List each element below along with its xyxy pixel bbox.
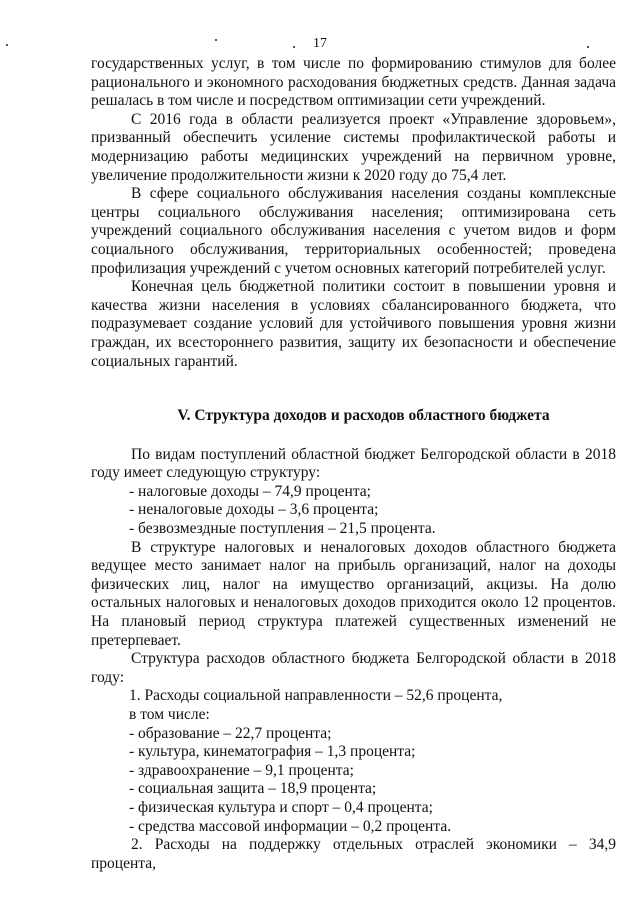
section-heading: V. Структура доходов и расходов областного бюджета bbox=[177, 407, 550, 425]
paragraph: Структура расходов областного бюджета Белгородской области в 2018 году: bbox=[91, 650, 616, 686]
page-number: 17 bbox=[313, 36, 327, 51]
list-item: - налоговые доходы – 74,9 процента; bbox=[129, 482, 371, 500]
list-item: - неналоговые доходы – 3,6 процента; bbox=[129, 501, 379, 519]
list-item: - образование – 22,7 процента; bbox=[129, 724, 332, 742]
paragraph: По видам поступлений областной бюджет Белгородской области в 2018 году имеет следующую структуру: bbox=[91, 445, 616, 482]
scan-speck bbox=[587, 46, 589, 48]
list-item: - здравоохранение – 9,1 процента; bbox=[129, 761, 354, 779]
scan-speck bbox=[6, 44, 8, 46]
paragraph: В сфере социального обслуживания населения созданы комплексные центры социального обслуживания населения; оптимизирована сеть учреждений социального обслуживания населения с учетом видов и форм социального обслуживания, территориальных особенностей; проведена профилизация учреждений с учетом основных категорий потребителей услуг. bbox=[91, 185, 616, 277]
paragraph: Конечная цель бюджетной политики состоит в повышении уровня и качества жизни населения в условиях сбалансированного бюджета, что подразумевает создание условий для устойчивого повышения уровня жизни граждан, их всестороннего развития, защиту их безопасности и обеспечение социальных гарантий. bbox=[91, 278, 616, 370]
paragraph: государственных услуг, в том числе по формированию стимулов для более рационального и экономного расходования бюджетных средств. Данная задача решалась в том числе и посредством оптимизации сети учреждений. bbox=[91, 55, 616, 110]
list-item: - социальная защита – 18,9 процента; bbox=[129, 780, 377, 798]
paragraph: С 2016 года в области реализуется проект «Управление здоровьем», призванный обеспечить усиление системы профилактической работы и модернизацию работы медицинских учреждений на первичном уровне, увеличение продолжительности жизни к 2020 году до 75,4 лет. bbox=[91, 110, 616, 184]
list-item: - средства массовой информации – 0,2 процента. bbox=[129, 817, 452, 835]
scan-speck bbox=[293, 46, 295, 48]
list-item: - безвозмездные поступления – 21,5 процента. bbox=[129, 520, 436, 538]
paragraph: 2. Расходы на поддержку отдельных отраслей экономики – 34,9 процента, bbox=[91, 836, 616, 872]
document-body bbox=[91, 55, 616, 873]
list-item: в том числе: bbox=[129, 706, 210, 723]
list-item: - физическая культура и спорт – 0,4 процента; bbox=[129, 798, 433, 816]
scan-speck bbox=[215, 39, 217, 41]
list-item: - культура, кинематография – 1,3 процента; bbox=[129, 743, 416, 761]
list-item: 1. Расходы социальной направленности – 52,6 процента, bbox=[129, 687, 503, 705]
paragraph: В структуре налоговых и неналоговых доходов областного бюджета ведущее место занимает налог на прибыль организаций, налог на доходы физических лиц, налог на имущество организаций, акцизы. На долю остальных налоговых и неналоговых доходов приходится около 12 процентов. На плановый период структура платежей существенных изменений не претерпевает. bbox=[91, 538, 616, 649]
